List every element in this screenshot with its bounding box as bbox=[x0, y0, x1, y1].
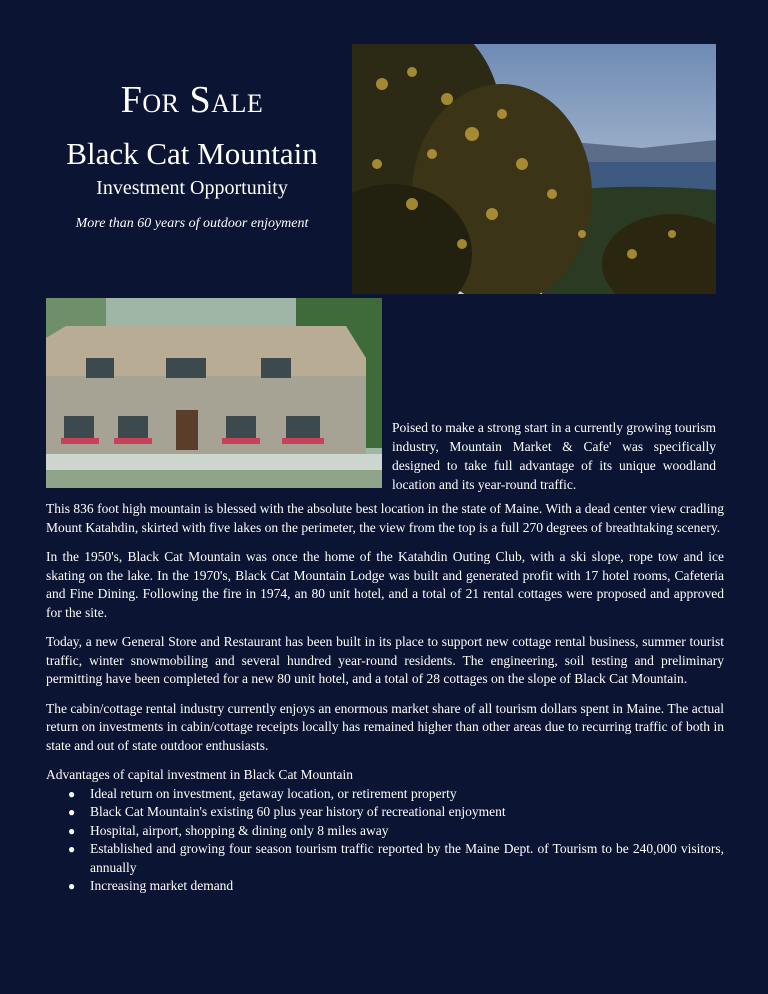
subtitle: Investment Opportunity bbox=[96, 177, 288, 199]
property-name: Black Cat Mountain bbox=[66, 136, 318, 171]
body-text bbox=[46, 500, 724, 896]
list-item: ● Established and growing four season tourism traffic reported by the Maine Dept. of Tourism to be 240,000 visitors, annually bbox=[68, 841, 724, 875]
advantages-title: Advantages of capital investment in Black Cat Mountain bbox=[46, 767, 354, 782]
paragraph-today: Today, a new General Store and Restaurant has been built in its place to support new cottage rental business, summer tourist traffic, winter snowmobiling and several hundred year-round residents. The engineering, soil testing and preliminary permitting have been completed for a new 80 unit hotel, and a total of 28 cottages on the slope of Black Cat Mountain. bbox=[46, 634, 724, 686]
advantages-list bbox=[46, 785, 724, 896]
list-item: ● Increasing market demand bbox=[90, 877, 724, 896]
lake-view-photo bbox=[352, 44, 716, 294]
tagline: More than 60 years of outdoor enjoyment bbox=[75, 216, 309, 231]
bullet-icon: ● bbox=[68, 805, 76, 819]
for-sale-heading: FOR SALE bbox=[120, 79, 264, 121]
paragraph-location: This 836 foot high mountain is blessed with the absolute best location in the state of Maine. With a dead center view cradling Mount Katahdin, skirted with five lakes on the perimeter, the view from the top is a full 270 degrees of breathtaking scenery. bbox=[46, 501, 724, 535]
bullet-icon: ● bbox=[68, 823, 76, 838]
paragraph-market: The cabin/cottage rental industry currently enjoys an enormous market share of all tourism dollars spent in Maine. The actual return on investments in cabin/cottage receipts locally has remained higher than other areas due to recurring traffic of both in state and out of state outdoor enthusiasts. bbox=[46, 700, 724, 753]
list-item: ● Ideal return on investment, getaway location, or retirement property bbox=[90, 785, 724, 804]
intro-paragraph: Poised to make a strong start in a currently growing tourism industry, Mountain Market & Cafe' was specifically designed to take full advantage of its unique woodland location and its year-round traffic. bbox=[392, 420, 716, 492]
title-block bbox=[44, 78, 340, 232]
paragraph-history: In the 1950's, Black Cat Mountain was once the home of the Katahdin Outing Club, with a ski slope, rope tow and ice skating on the lake. In the 1970's, Black Cat Mountain Lodge was built and generated profit with 17 hotel rooms, Cafeteria and Fine Dining. Following the fire in 1974, an 80 unit hotel, and a total of 21 rental cottages were proposed and approved for the site. bbox=[46, 549, 724, 620]
lodge-photo bbox=[46, 298, 382, 488]
list-item: ● Black Cat Mountain's existing 60 plus year history of recreational enjoyment bbox=[90, 803, 724, 822]
list-item: ● Hospital, airport, shopping & dining only 8 miles away bbox=[90, 822, 724, 841]
bullet-icon: ● bbox=[68, 842, 76, 856]
bullet-icon: ● bbox=[68, 786, 76, 801]
bullet-icon: ● bbox=[68, 879, 76, 893]
